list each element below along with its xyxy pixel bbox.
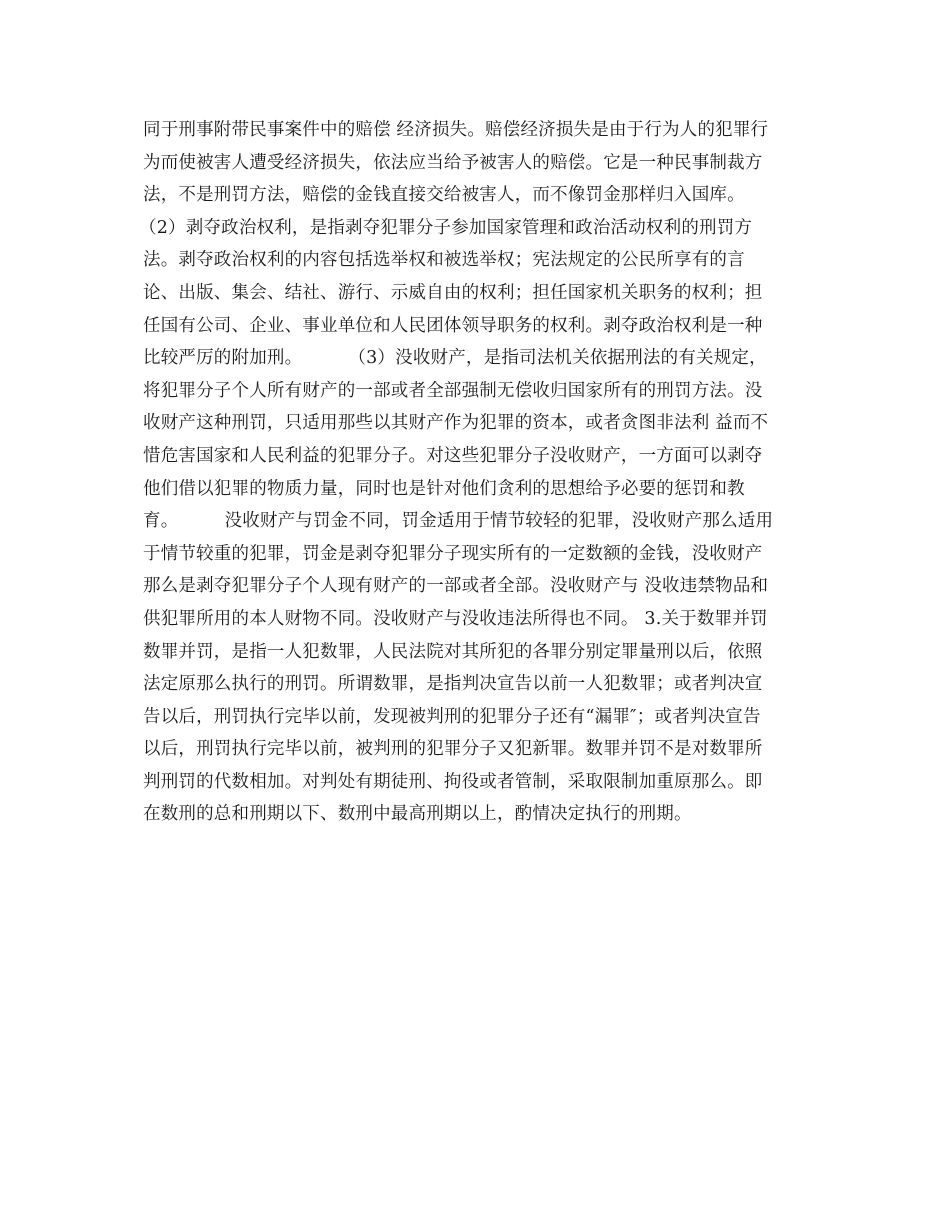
text-line: 将犯罪分子个人所有财产的一部或者全部强制无偿收归国家所有的刑罚方法。没 xyxy=(143,380,763,401)
text-line: 惜危害国家和人民利益的犯罪分子。对这些犯罪分子没收财产，一方面可以剥夺 xyxy=(143,445,763,466)
text-line: 比较严厉的附加刑。 （3）没收财产，是指司法机关依据刑法的有关规定， xyxy=(143,348,767,369)
text-line: 告以后，刑罚执行完毕以前，发现被判刑的犯罪分子还有“漏罪″；或者判决宣告 xyxy=(143,706,761,727)
text-line: 为而使被害人遭受经济损失，依法应当给予被害人的赔偿。它是一种民事制裁方 xyxy=(143,152,763,173)
text-line: 判刑罚的代数相加。对判处有期徒刑、拘役或者管制，采取限制加重原那么。即 xyxy=(143,771,763,792)
text-line: 以后，刑罚执行完毕以前，被判刑的犯罪分子又犯新罪。数罪并罚不是对数罪所 xyxy=(143,739,763,760)
text-line: 供犯罪所用的本人财物不同。没收财产与没收违法所得也不同。 3.关于数罪并罚 xyxy=(143,608,768,629)
body-text xyxy=(139,114,823,831)
text-line: 法定原那么执行的刑罚。所谓数罪，是指判决宣告以前一人犯数罪；或者判决宣 xyxy=(143,674,763,695)
text-line: 法，不是刑罚方法，赔偿的金钱直接交给被害人，而不像罚金那样归入国库。 xyxy=(143,185,745,206)
text-line: 育。 没收财产与罚金不同，罚金适用于情节较轻的犯罪，没收财产那么适用 xyxy=(143,511,774,532)
text-line: （2）剥夺政治权利，是指剥夺犯罪分子参加国家管理和政治活动权利的刑罚方 xyxy=(139,217,753,238)
text-line: 他们借以犯罪的物质力量，同时也是针对他们贪利的思想给予必要的惩罚和教 xyxy=(143,478,745,499)
text-line: 那么是剥夺犯罪分子个人现有财产的一部或者全部。没收财产与 没收违禁物品和 xyxy=(143,576,769,597)
text-line: 同于刑事附带民事案件中的赔偿 经济损失。赔偿经济损失是由于行为人的犯罪行 xyxy=(143,120,769,140)
text-line: 论、出版、集会、结社、游行、示威自由的权利；担任国家机关职务的权利；担 xyxy=(143,282,763,303)
text-line: 收财产这种刑罚，只适用那些以其财产作为犯罪的资本，或者贪图非法利 益而不 xyxy=(143,413,769,434)
text-line: 任国有公司、企业、事业单位和人民团体领导职务的权利。剥夺政治权利是一种 xyxy=(143,315,763,336)
text-line: 数罪并罚，是指一人犯数罪，人民法院对其所犯的各罪分别定罪量刑以后，依照 xyxy=(143,641,763,662)
text-line: 于情节较重的犯罪，罚金是剥夺犯罪分子现实所有的一定数额的金钱，没收财产 xyxy=(143,543,763,564)
text-line: 在数刑的总和刑期以下、数刑中最高刑期以上，酌情决定执行的刑期。 xyxy=(143,804,692,825)
text-line: 法。剥夺政治权利的内容包括选举权和被选举权；宪法规定的公民所享有的言 xyxy=(143,250,745,271)
